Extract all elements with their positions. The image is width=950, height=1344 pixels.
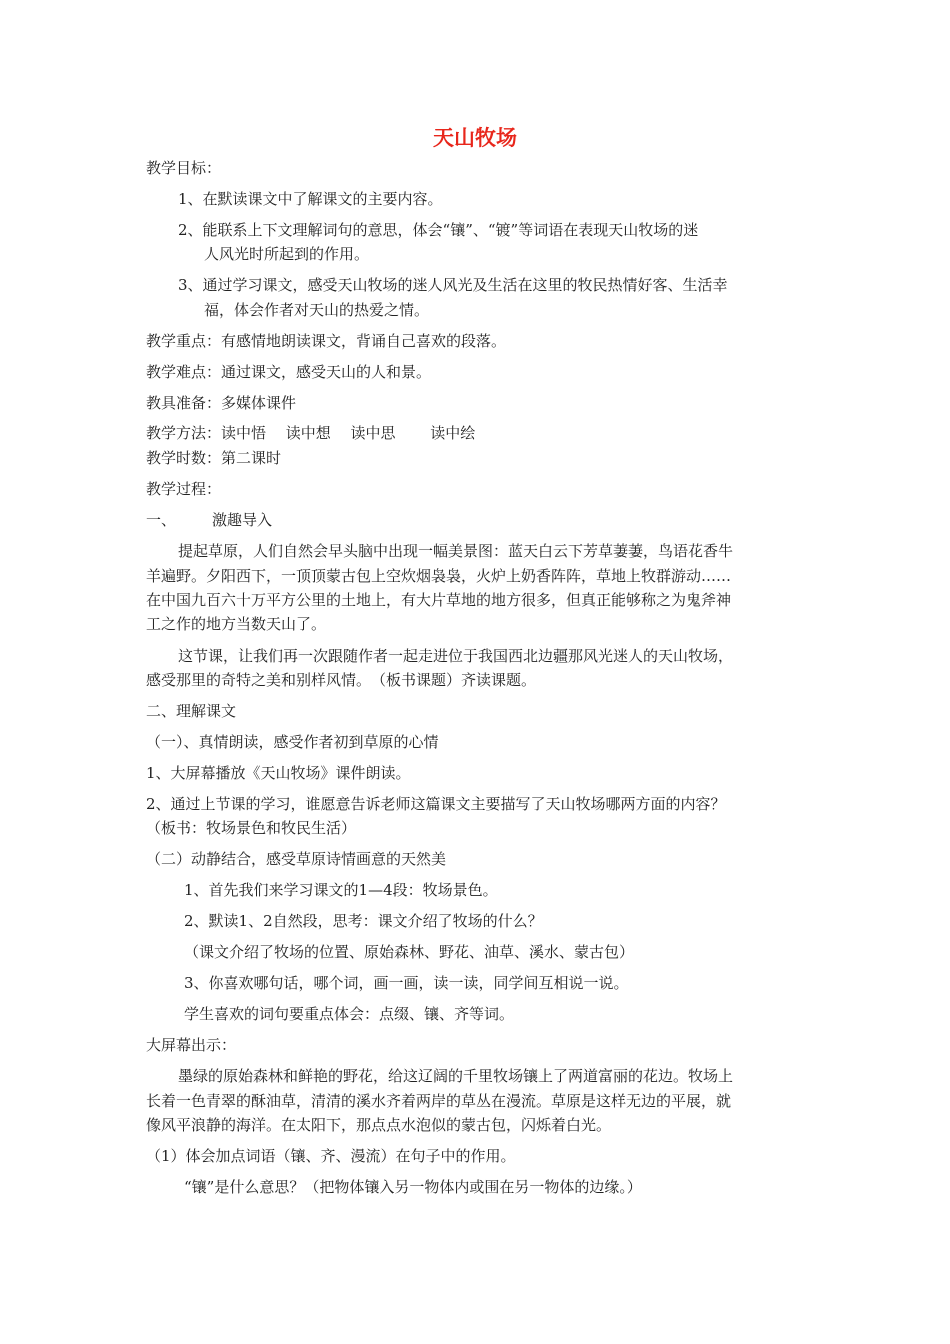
text-line: 教学时数：第二课时 [146,449,282,467]
text-line: 3、你喜欢哪句话，哪个词，画一画，读一读，同学间互相说一说。 [184,974,629,992]
text-line: 像风平浪静的海洋。在太阳下，那点点水泡似的蒙古包，闪烁着白光。 [146,1116,612,1134]
text-line: 2、默读1、2自然段，思考：课文介绍了牧场的什么？ [184,912,543,930]
text-line: 3、通过学习课文，感受天山牧场的迷人风光及生活在这里的牧民热情好客、生活幸 [178,276,728,294]
text-line: （1）体会加点词语（镶、齐、漫流）在句子中的作用。 [146,1147,516,1165]
text-line: 感受那里的奇特之美和别样风情。 （板书课题）齐读课题。 [146,671,537,689]
text-line: （课文介绍了牧场的位置、原始森林、野花、油草、溪水、蒙古包） [184,943,635,961]
section-heading: 激趣导入 [212,511,273,529]
text-line: （板书：牧场景色和牧民生活） [146,819,357,837]
text-line: （二）动静结合，感受草原诗情画意的天然美 [146,850,447,868]
text-line: （一）、真情朗读，感受作者初到草原的心情 [146,733,439,751]
document-title: 天山牧场 [433,126,517,150]
text-line: 1、在默读课文中了解课文的主要内容。 [178,190,443,208]
text-line: 1、大屏幕播放《天山牧场》课件朗读。 [146,764,411,782]
text-line: 长着一色青翠的酥油草，清清的溪水齐着两岸的草丛在漫流。草原是这样无边的平展，就 [146,1092,732,1110]
text-line: 教学目标： [146,159,222,177]
text-line: “镶”是什么意思？（把物体镶入另一物体内或围在另一物体的边缘。） [184,1178,642,1196]
text-line: 工之作的地方当数天山了。 [146,615,327,633]
text-line: 教学过程： [146,480,222,498]
section-heading: 二、理解课文 [146,702,237,720]
text-line: 这节课，让我们再一次跟随作者一起走进位于我国西北边疆那风光迷人的天山牧场， [178,647,734,665]
text-line: 提起草原，人们自然会早头脑中出现一幅美景图：蓝天白云下芳草萋萋，鸟语花香牛 [178,542,734,560]
text-line: 墨绿的原始森林和鲜艳的野花，给这辽阔的千里牧场镶上了两道富丽的花边。牧场上 [178,1067,734,1085]
text-line: 2、通过上节课的学习，谁愿意告诉老师这篇课文主要描写了天山牧场哪两方面的内容？ [146,795,726,813]
text-line: 教学方法：读中悟 读中想 读中思 读中绘 [146,424,476,442]
text-line: 学生喜欢的词句要重点体会：点缀、镶、齐等词。 [184,1005,515,1023]
section-number: 一、 [146,511,177,529]
text-line: 在中国九百六十万平方公里的土地上，有大片草地的地方很多，但真正能够称之为鬼斧神 [146,591,732,609]
text-line: 大屏幕出示： [146,1036,237,1054]
text-line: 教学难点：通过课文，感受天山的人和景。 [146,363,432,381]
text-line: 人风光时所起到的作用。 [204,245,370,263]
text-line: 教学重点：有感情地朗读课文，背诵自己喜欢的段落。 [146,332,507,350]
text-line: 2、能联系上下文理解词句的意思，体会“镶”、“镀”等词语在表现天山牧场的迷 [178,221,699,239]
text-line: 1、首先我们来学习课文的1—4段：牧场景色。 [184,881,498,899]
text-line: 福，体会作者对天山的热爱之情。 [204,301,430,319]
text-line: 教具准备：多媒体课件 [146,394,297,412]
text-line: 羊遍野。夕阳西下，一顶顶蒙古包上空炊烟袅袅，火炉上奶香阵阵，草地上牧群游动…… [146,567,732,585]
